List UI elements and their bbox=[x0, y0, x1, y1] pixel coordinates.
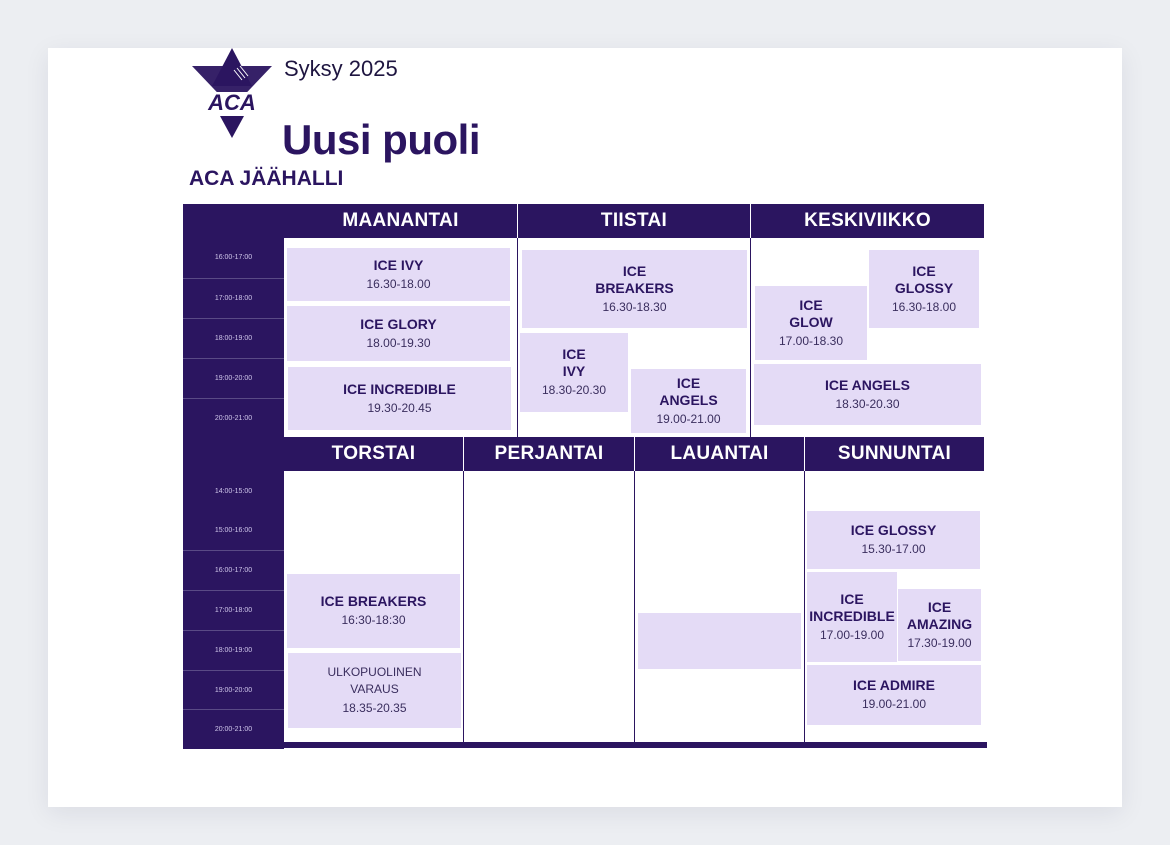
time-slot: 19:00-20:00 bbox=[183, 358, 284, 399]
time-slot: 20:00-21:00 bbox=[183, 398, 284, 439]
day-header-friday: PERJANTAI bbox=[464, 437, 634, 471]
event-ice-incredible-sunday[interactable]: ICE INCREDIBLE 17.00-19.00 bbox=[807, 572, 897, 662]
time-slot: 17:00-18:00 bbox=[183, 278, 284, 319]
bottom-border bbox=[183, 742, 987, 748]
day-header-wednesday: KESKIVIIKKO bbox=[751, 204, 984, 238]
header-divider bbox=[634, 437, 635, 471]
event-ice-incredible[interactable]: ICE INCREDIBLE 19.30-20.45 bbox=[288, 367, 511, 430]
header-divider bbox=[463, 437, 464, 471]
header-divider bbox=[804, 437, 805, 471]
event-ice-glory[interactable]: ICE GLORY 18.00-19.30 bbox=[287, 306, 510, 361]
event-ice-angels-wednesday[interactable]: ICE ANGELS 18.30-20.30 bbox=[754, 364, 981, 425]
event-ice-glow[interactable]: ICE GLOW 17.00-18.30 bbox=[755, 286, 867, 360]
svg-text:ACA: ACA bbox=[208, 90, 256, 115]
season-label: Syksy 2025 bbox=[284, 56, 398, 81]
column-divider bbox=[804, 471, 805, 743]
event-ice-glossy-sunday[interactable]: ICE GLOSSY 15.30-17.00 bbox=[807, 511, 980, 569]
time-slot: 18:00-19:00 bbox=[183, 318, 284, 359]
event-external-booking[interactable]: ULKOPUOLINEN VARAUS 18.35-20.35 bbox=[288, 653, 461, 728]
day-header-monday: MAANANTAI bbox=[284, 204, 517, 238]
header-divider bbox=[750, 204, 751, 238]
event-ice-amazing[interactable]: ICE AMAZING 17.30-19.00 bbox=[898, 589, 981, 661]
time-slot: 16:00-17:00 bbox=[214, 254, 253, 261]
time-slot: 15:00-16:00 bbox=[214, 527, 253, 534]
page-title: Uusi puoli bbox=[282, 116, 480, 163]
time-slot: 19:00-20:00 bbox=[183, 670, 284, 711]
event-ice-ivy[interactable]: ICE IVY 16.30-18.00 bbox=[287, 248, 510, 301]
event-ice-glossy[interactable]: ICE GLOSSY 16.30-18.00 bbox=[869, 250, 979, 328]
time-slot: 17:00-18:00 bbox=[183, 590, 284, 631]
venue-label: ACA JÄÄHALLI bbox=[189, 167, 344, 190]
aca-logo bbox=[190, 46, 274, 140]
event-saturday-empty[interactable] bbox=[638, 613, 801, 669]
time-column-header bbox=[183, 204, 284, 238]
time-slot: 20:00-21:00 bbox=[183, 709, 284, 750]
event-ice-angels-tuesday[interactable]: ICE ANGELS 19.00-21.00 bbox=[631, 369, 746, 433]
day-header-thursday: TORSTAI bbox=[284, 437, 463, 471]
time-slot: 14:00-15:00 bbox=[214, 488, 253, 495]
time-slot: 16:00-17:00 bbox=[183, 550, 284, 591]
event-ice-breakers[interactable]: ICE BREAKERS 16.30-18.30 bbox=[522, 250, 747, 328]
day-header-tuesday: TIISTAI bbox=[518, 204, 750, 238]
column-divider bbox=[750, 238, 751, 438]
column-divider bbox=[517, 238, 518, 438]
event-ice-ivy-tuesday[interactable]: ICE IVY 18.30-20.30 bbox=[520, 333, 628, 412]
day-header-sunday: SUNNUNTAI bbox=[805, 437, 984, 471]
column-divider bbox=[634, 471, 635, 743]
time-slot: 18:00-19:00 bbox=[183, 630, 284, 671]
event-ice-breakers-thursday[interactable]: ICE BREAKERS 16:30-18:30 bbox=[287, 574, 460, 648]
column-divider bbox=[463, 471, 464, 743]
event-ice-admire[interactable]: ICE ADMIRE 19.00-21.00 bbox=[807, 665, 981, 725]
header-divider bbox=[517, 204, 518, 238]
day-header-saturday: LAUANTAI bbox=[635, 437, 804, 471]
